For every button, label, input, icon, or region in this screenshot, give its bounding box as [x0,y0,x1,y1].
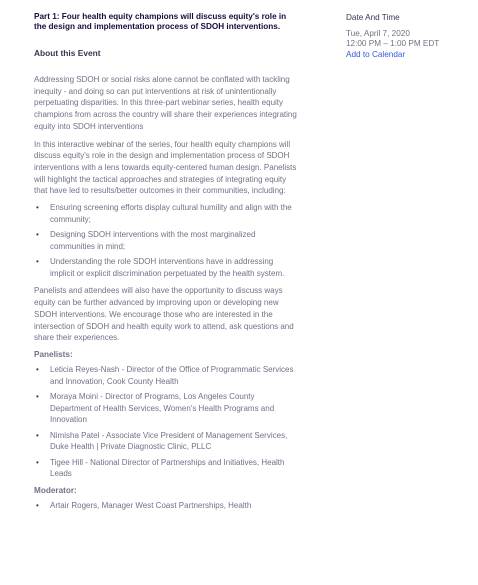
panelists-list [34,364,298,480]
topics-list [34,202,298,279]
webinar-paragraph: In this interactive webinar of the series, four health equity champions will discuss equity's role in the design and implementation process of SDOH interventions with a lens towards equity-centered human design. Panelists will highlight the tactical approaches and strategies of integrating equity that have led to results/better outcomes in their communities, including: [34,139,297,196]
add-to-calendar-link[interactable]: Add to Calendar [346,49,406,59]
list-item: • Artair Rogers, Manager West Coast Partnerships, Health [50,500,298,512]
list-item: • Leticia Reyes-Nash - Director of the Office of Programmatic Services and Innovation, Cook County Health [50,364,298,387]
list-item: • Ensuring screening efforts display cultural humility and align with the community; [50,202,298,225]
moderator-label: Moderator: [34,486,77,496]
list-item: • Designing SDOH interventions with the most marginalized communities in mind; [50,229,298,252]
moderators-list [34,500,298,512]
event-title: Part 1: Four health equity champions will discuss equity's role in the design and implementation process of SDOH interventions. [34,12,287,31]
event-time: 12:00 PM – 1:00 PM EDT [346,39,440,49]
date-time-panel [346,13,474,60]
list-item: • Nimisha Patel - Associate Vice President of Management Services, Duke Health | Private Diagnostic Clinic, PLLC [50,430,298,453]
date-time-heading: Date And Time [346,13,400,22]
list-item: • Tigee Hill - National Director of Partnerships and Initiatives, Health Leads [50,457,298,480]
intro-paragraph: Addressing SDOH or social risks alone cannot be conflated with tackling inequity - and doing so can put interventions at risk of unintentionally perpetuating disparities. In this three-part webinar series, health equity champions from across the country will share their experiences integrating equity into SDOH interventions [34,75,297,131]
event-description [34,12,298,518]
list-item: • Understanding the role SDOH interventions have in addressing implicit or explicit discrimination perpetuated by the health system. [50,256,298,279]
about-heading: About this Event [34,48,101,58]
list-item: • Moraya Moini - Director of Programs, Los Angeles County Department of Health Services, Women's Health Programs and Innovation [50,391,298,426]
event-date: Tue, April 7, 2020 [346,29,410,38]
closing-paragraph: Panelists and attendees will also have the opportunity to discuss ways equity can be further advanced by improving upon or developing new SDOH interventions. We encourage those who are interested in the intersection of SDOH and health equity work to attend, ask questions and share their experiences. [34,286,294,343]
panelists-label: Panelists: [34,349,73,359]
